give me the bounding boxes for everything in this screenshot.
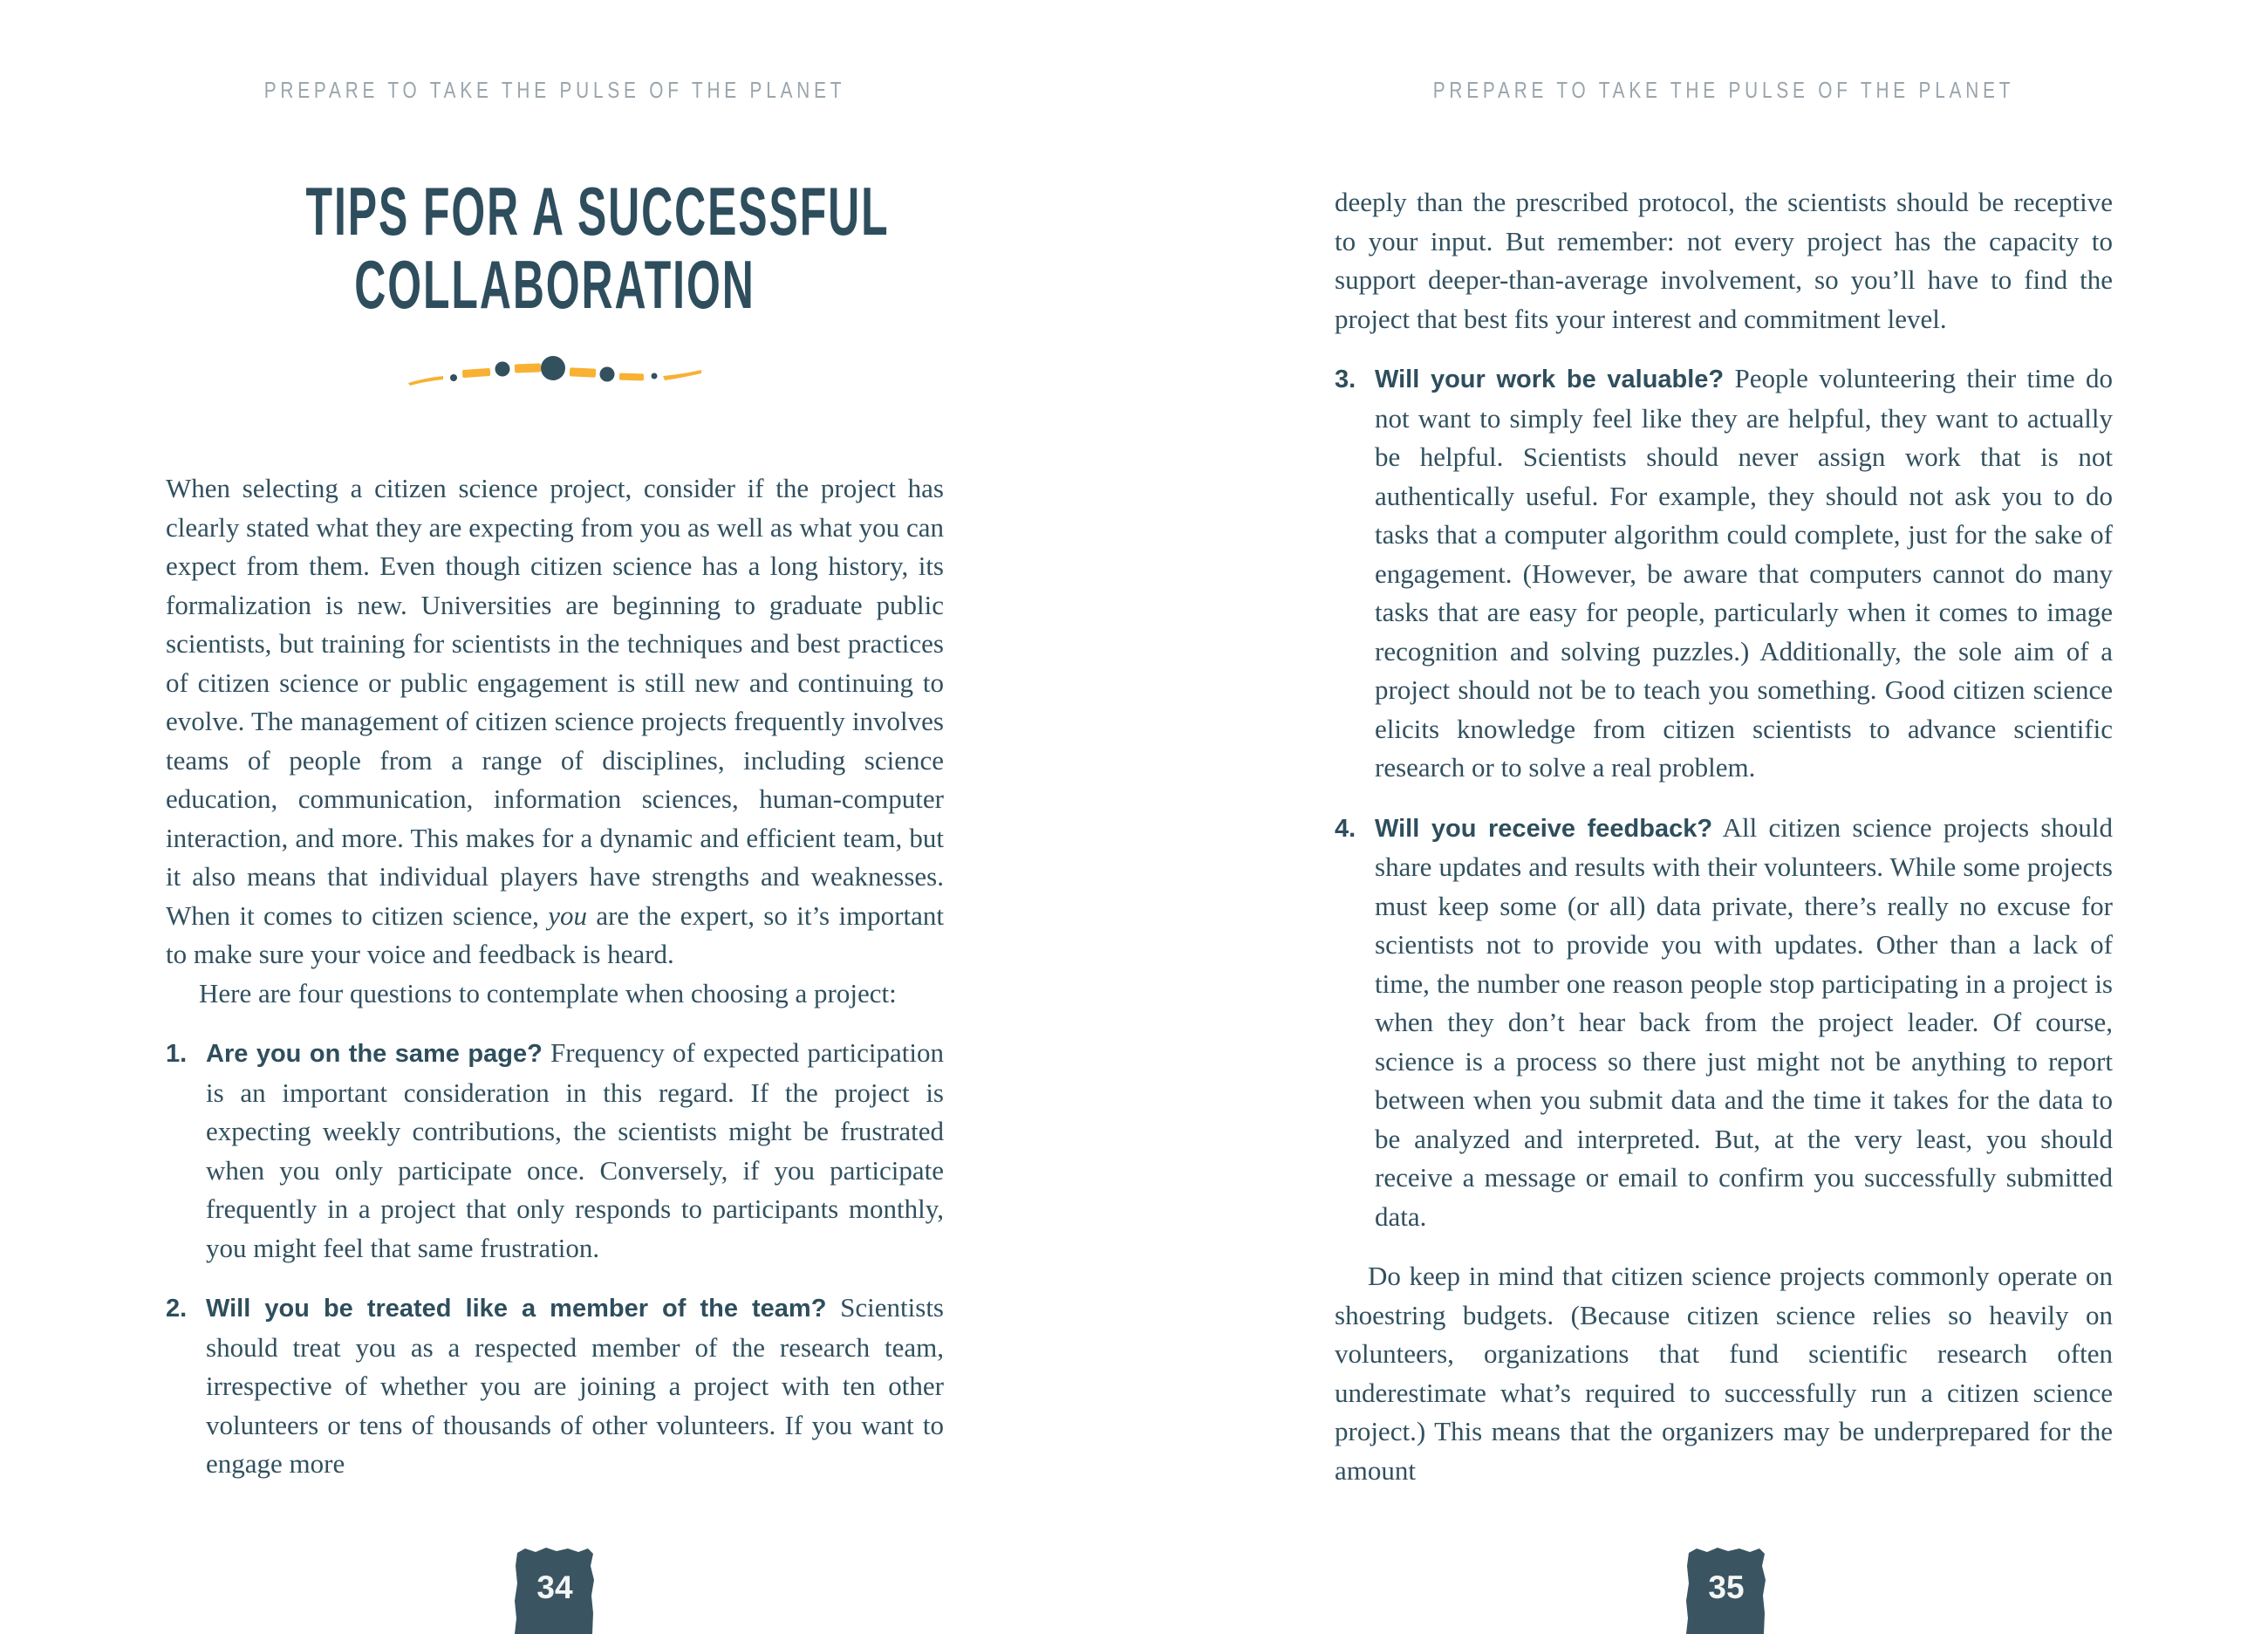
intro-paragraph: [166, 469, 944, 974]
list-item-2-body: Scientists should treat you as a respected member of the research team, irrespective of whether you are joining a project with ten other volunteers or tens of thousands of other volunteers. If you want to engage more: [206, 1292, 944, 1479]
list-item-1-text: [206, 1034, 944, 1268]
page-number: 35: [1708, 1569, 1745, 1605]
intro-text-part2: are the expert, so it’s important to make sure your voice and feedback is heard.: [166, 899, 944, 969]
left-page-body: [166, 469, 944, 1484]
closing-paragraph: Do keep in mind that citizen science projects commonly operate on shoestring budgets. (Because citizen science relies so heavily on volunteers, organizations that fund scientific research often underestimate what’s required to successfully run a citizen science project.) This means that the organizers may be underprepared for the amount: [1335, 1261, 2113, 1486]
chapter-title: [166, 174, 944, 321]
list-item-3-number: 3.: [1335, 366, 1356, 393]
list-item-1: [166, 1034, 944, 1268]
list-item-2-lead: Will you be treated like a member of the team?: [206, 1295, 827, 1323]
list-item-1-lead: Are you on the same page?: [206, 1040, 543, 1068]
page-number-badge-right: [1686, 1547, 1766, 1633]
list-item-1-number: 1.: [166, 1040, 188, 1068]
list-item-4: [1335, 809, 2113, 1237]
chapter-title-line-2: COLLABORATION: [354, 246, 755, 323]
chapter-title-line-1: TIPS FOR A SUCCESSFUL: [305, 173, 890, 250]
running-header: PREPARE TO TAKE THE PULSE OF THE PLANET: [1432, 77, 2015, 103]
intro-text-part1: When selecting a citizen science project, consider if the project has clearly stated what they are expecting from you as well as what you can expect from them. Even though citizen science has a long history, its formalization is new. Universities are beginning to graduate public scientists, but training for scientists in the techniques and best practices of citizen science or public engagement is still new and continuing to evolve. The management of citizen science projects frequently involves teams of people from a range of disciplines, including science education, communication, information sciences, human-computer interaction, and more. This makes for a dynamic and efficient team, but it also means that individual players have strengths and weaknesses. When it comes to citizen science,: [166, 473, 944, 931]
list-item-4-lead: Will you receive feedback?: [1375, 814, 1713, 843]
list-item-3: [1335, 359, 2113, 788]
page-number: 34: [536, 1569, 573, 1605]
intro-emphasis: you: [548, 899, 587, 931]
list-item-3-lead: Will your work be valuable?: [1375, 366, 1725, 393]
running-header: PREPARE TO TAKE THE PULSE OF THE PLANET: [263, 77, 846, 103]
list-item-3-body: People volunteering their time do not want to simply feel like they are helpful, they want to actually be helpful. Scientists should never assign work that is not authentically useful. For example, they should not ask you to do tasks that a computer algorithm could complete, just for the sake of engagement. (However, be aware that computers cannot do many tasks that are easy for people, particularly when it comes to image recognition and solving puzzles.) Additionally, the sole aim of a project should not be to teach you something. Good citizen science elicits knowledge from citizen scientists to advance scientific research or to solve a real problem.: [1375, 363, 2113, 783]
list-item-4-number: 4.: [1335, 814, 1356, 843]
list-item-2: [166, 1289, 944, 1484]
lead-in-paragraph: Here are four questions to contemplate when choosing a project:: [199, 977, 897, 1008]
list-item-1-body: Frequency of expected participation is an important consideration in this regard. If the project is expecting weekly contributions, the scientists might be frustrated when you only participate once. Conversely, if you participate frequently in a project that only responds to participants monthly, you might feel that same frustration.: [206, 1037, 945, 1263]
list-item-4-body: All citizen science projects should share updates and results with their volunteers. While some projects must keep some (or all) data private, there’s really no excuse for scientists not to provide you with updates. Other than a lack of time, the number one reason people stop participating in a project is when they don’t hear back from the project leader. Of course, science is a process so there just might not be anything to report between when you submit data and the time it takes for the data to be analyzed and interpreted. But, at the very least, you should receive a message or email to confirm you successfully submitted data.: [1375, 811, 2113, 1232]
right-page-body: [1335, 183, 2113, 1490]
list-item-4-text: [1375, 809, 2113, 1237]
section-divider-ornament-icon: [166, 356, 944, 395]
page-right: [1134, 0, 2268, 1633]
list-item-3-text: [1375, 359, 2113, 788]
list-item-2-number: 2.: [166, 1295, 188, 1323]
list-item-2-text: [206, 1289, 944, 1484]
page-left: [0, 0, 1134, 1633]
page-number-badge-left: [515, 1547, 595, 1633]
continuation-paragraph: deeply than the prescribed protocol, the scientists should be receptive to your input. But remember: not every project has the capacity to support deeper-than-average involvement, so you’ll have to find the project that best fits your interest and commitment level.: [1335, 187, 2113, 334]
